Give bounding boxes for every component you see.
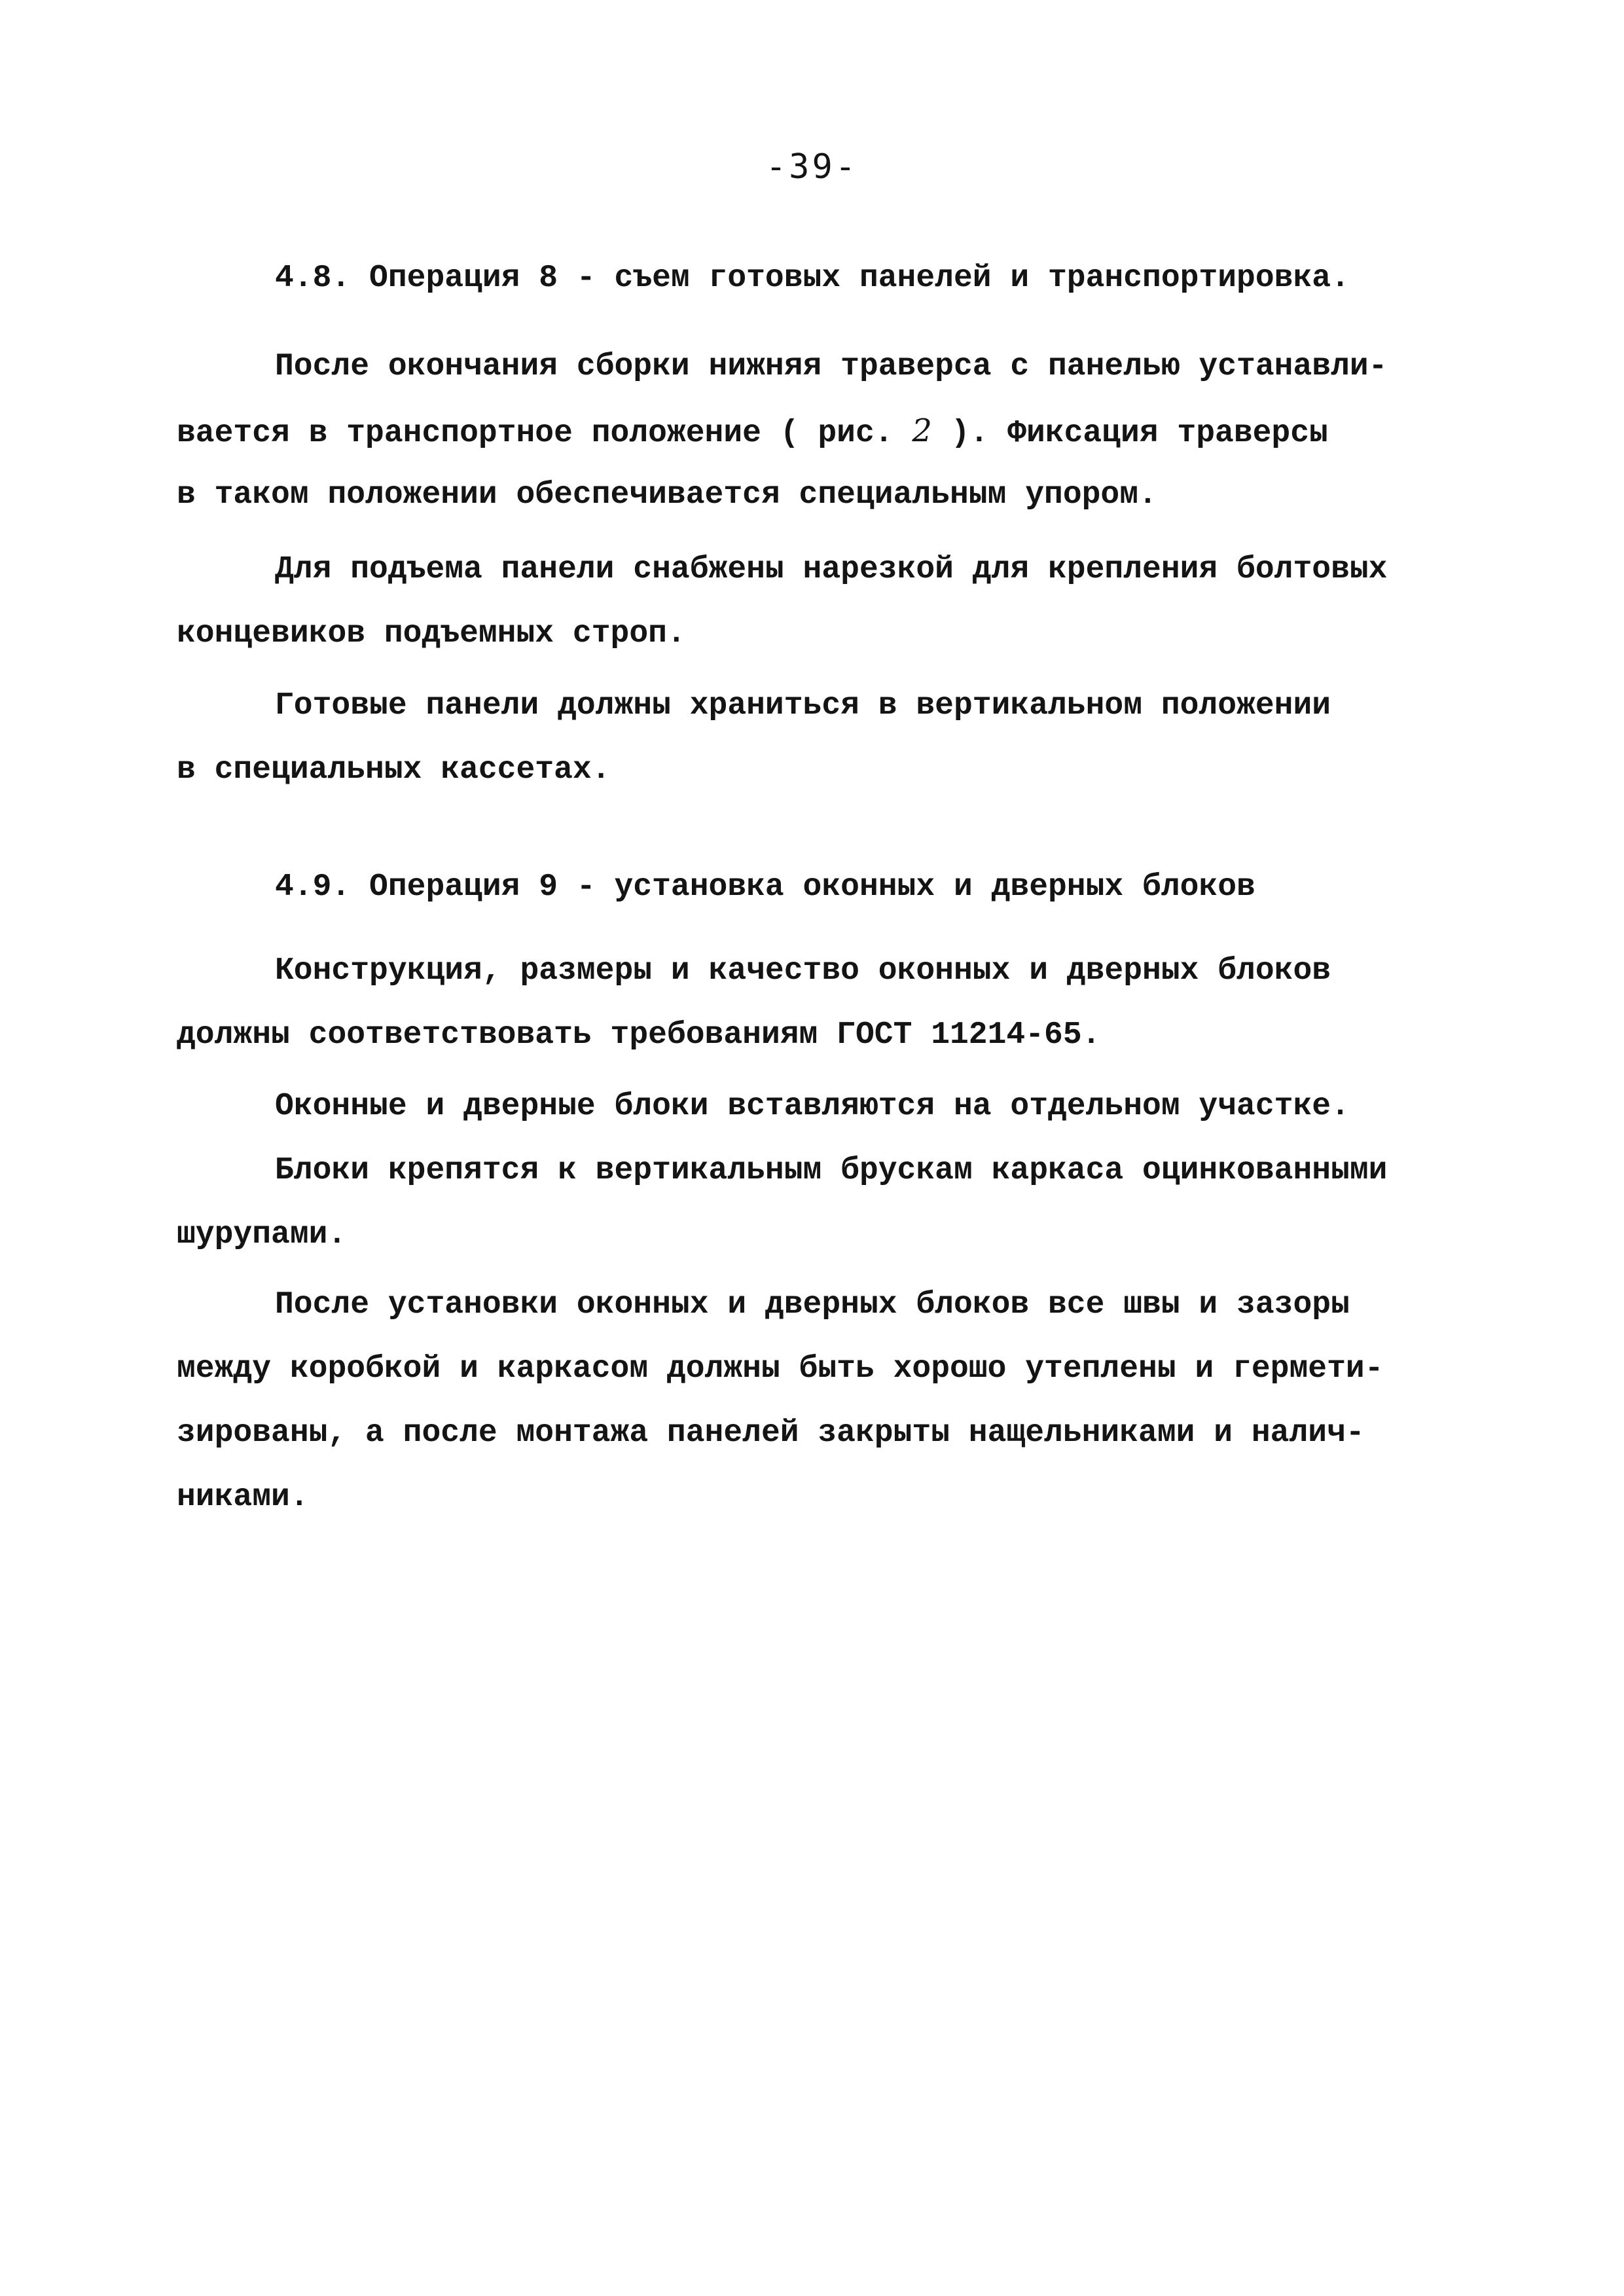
section-4-8-p1-line3: в таком положении обеспечивается специальным упором. — [177, 477, 1157, 513]
section-4-8-p1-line1: После окончания сборки нижняя траверса с панелью устанавли- — [275, 349, 1388, 384]
section-4-9-p3-line2: шурупами. — [177, 1217, 347, 1252]
section-4-8-p2-line2: концевиков подъемных строп. — [177, 616, 686, 651]
section-4-8-p1-line2-text-b: ). Фиксация траверсы — [931, 416, 1328, 451]
section-4-9-p1-line1: Конструкция, размеры и качество оконных и дверных блоков — [275, 953, 1331, 989]
section-4-8-p1-line2 — [177, 411, 1328, 453]
page-number: -39- — [765, 147, 859, 187]
figure-number: 2 — [912, 412, 932, 449]
section-4-9-p3-line1: Блоки крепятся к вертикальным брускам каркаса оцинкованными — [275, 1153, 1388, 1188]
section-4-8-p1-line2-text-a: вается в транспортное положение ( рис. — [177, 416, 912, 451]
section-4-8-heading: 4.8. Операция 8 - съем готовых панелей и транспортировка. — [275, 261, 1350, 296]
section-4-8-p3-line2: в специальных кассетах. — [177, 752, 611, 788]
section-4-8-p2-line1: Для подъема панели снабжены нарезкой для крепления болтовых — [275, 552, 1388, 587]
section-4-9-p4-line4: никами. — [177, 1480, 309, 1515]
section-4-9-heading: 4.9. Операция 9 - установка оконных и дверных блоков — [275, 869, 1255, 905]
section-4-9-p1-line2: должны соответствовать требованиям ГОСТ 11214-65. — [177, 1017, 1101, 1053]
section-4-8-p3-line1: Готовые панели должны храниться в вертикальном положении — [275, 688, 1331, 723]
section-4-9-p4-line3: зированы, а после монтажа панелей закрыты нащельниками и налич- — [177, 1415, 1365, 1451]
section-4-9-p2-line1: Оконные и дверные блоки вставляются на отдельном участке. — [275, 1089, 1350, 1124]
section-4-9-p4-line1: После установки оконных и дверных блоков все швы и зазоры — [275, 1287, 1350, 1322]
section-4-9-p4-line2: между коробкой и каркасом должны быть хорошо утеплены и гермети- — [177, 1351, 1384, 1387]
